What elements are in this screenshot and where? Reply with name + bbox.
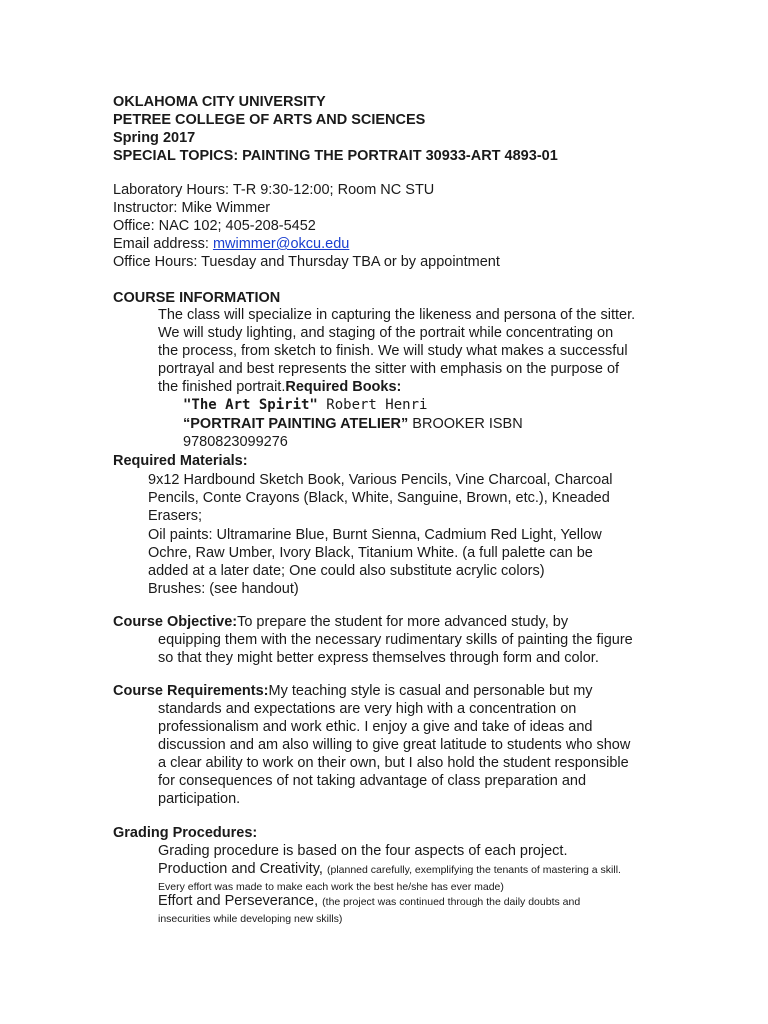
book-1-title: "The Art Spirit" xyxy=(183,397,318,413)
required-materials-heading: Required Materials: xyxy=(113,453,248,469)
email-label: Email address: xyxy=(113,236,213,252)
book-2 xyxy=(183,415,523,433)
course-info-line: portrayal and best represents the sitter with emphasis on the purpose of xyxy=(158,361,620,377)
course-requirements xyxy=(113,682,593,700)
office-hours: Office Hours: Tuesday and Thursday TBA or by appointment xyxy=(113,254,500,270)
book-2-title: “PORTRAIT PAINTING ATELIER” xyxy=(183,416,409,432)
grading-item-1 xyxy=(158,860,621,879)
book-1-author: Robert Henri xyxy=(317,397,428,413)
objective-line: To prepare the student for more advanced study, by xyxy=(237,614,569,630)
requirements-line: a clear ability to work on their own, but I also hold the student responsible xyxy=(158,755,629,771)
objective-line: so that they might better express themselves through form and color. xyxy=(158,650,599,666)
course-info-line: The class will specialize in capturing the likeness and persona of the sitter. xyxy=(158,307,636,323)
materials-line: added at a later date; One could also substitute acrylic colors) xyxy=(148,563,545,579)
materials-line: Erasers; xyxy=(148,508,202,524)
book-1 xyxy=(183,396,427,414)
requirements-line: standards and expectations are very high with a concentration on xyxy=(158,701,577,717)
university-name: OKLAHOMA CITY UNIVERSITY xyxy=(113,94,326,110)
materials-line: Oil paints: Ultramarine Blue, Burnt Sienna, Cadmium Red Light, Yellow xyxy=(148,527,602,543)
book-2-isbn: 9780823099276 xyxy=(183,434,288,450)
instructor: Instructor: Mike Wimmer xyxy=(113,200,271,216)
course-info-last-line xyxy=(158,378,401,396)
grading-item-1-title: Production and Creativity, xyxy=(158,861,327,877)
grading-item-2 xyxy=(158,892,580,911)
course-info-line: We will study lighting, and staging of the portrait while concentrating on xyxy=(158,325,614,341)
grading-item-1-note: Every effort was made to make each work the best he/she has ever made) xyxy=(158,881,504,893)
materials-line: Brushes: (see handout) xyxy=(148,581,299,597)
course-requirements-heading: Course Requirements: xyxy=(113,683,269,699)
materials-line: Ochre, Raw Umber, Ivory Black, Titanium White. (a full palette can be xyxy=(148,545,593,561)
requirements-line: for consequences of not taking advantage of class preparation and xyxy=(158,773,587,789)
course-objective xyxy=(113,613,568,631)
grading-procedures-heading: Grading Procedures: xyxy=(113,825,258,841)
course-title: SPECIAL TOPICS: PAINTING THE PORTRAIT 30933-ART 4893-01 xyxy=(113,148,558,164)
grading-item-2-title: Effort and Perseverance, xyxy=(158,893,323,909)
book-2-author: BROOKER ISBN xyxy=(408,416,523,432)
grading-item-2-note: (the project was continued through the daily doubts and xyxy=(322,896,581,908)
course-objective-heading: Course Objective: xyxy=(113,614,238,630)
grading-item-1-note: (planned carefully, exemplifying the tenants of mastering a skill. xyxy=(326,864,621,876)
required-books-label: Required Books: xyxy=(285,379,402,395)
email-link[interactable]: mwimmer@okcu.edu xyxy=(212,236,350,252)
course-info-line: the finished portrait. xyxy=(158,379,286,395)
college-name: PETREE COLLEGE OF ARTS AND SCIENCES xyxy=(113,112,426,128)
requirements-line: professionalism and work ethic. I enjoy a give and take of ideas and xyxy=(158,719,593,735)
materials-line: 9x12 Hardbound Sketch Book, Various Pencils, Vine Charcoal, Charcoal xyxy=(148,472,613,488)
grading-intro: Grading procedure is based on the four aspects of each project. xyxy=(158,843,568,859)
email-line xyxy=(113,235,349,253)
term: Spring 2017 xyxy=(113,130,196,146)
objective-line: equipping them with the necessary rudimentary skills of painting the figure xyxy=(158,632,633,648)
course-information-heading: COURSE INFORMATION xyxy=(113,290,281,306)
materials-line: Pencils, Conte Crayons (Black, White, Sanguine, Brown, etc.), Kneaded xyxy=(148,490,610,506)
lab-hours: Laboratory Hours: T-R 9:30-12:00; Room NC STU xyxy=(113,182,435,198)
office: Office: NAC 102; 405-208-5452 xyxy=(113,218,316,234)
requirements-line: discussion and am also willing to give great latitude to students who show xyxy=(158,737,631,753)
grading-item-2-note: insecurities while developing new skills) xyxy=(158,913,343,925)
requirements-line: My teaching style is casual and personable but my xyxy=(268,683,593,699)
course-info-line: the process, from sketch to finish. We will study what makes a successful xyxy=(158,343,628,359)
requirements-line: participation. xyxy=(158,791,241,807)
